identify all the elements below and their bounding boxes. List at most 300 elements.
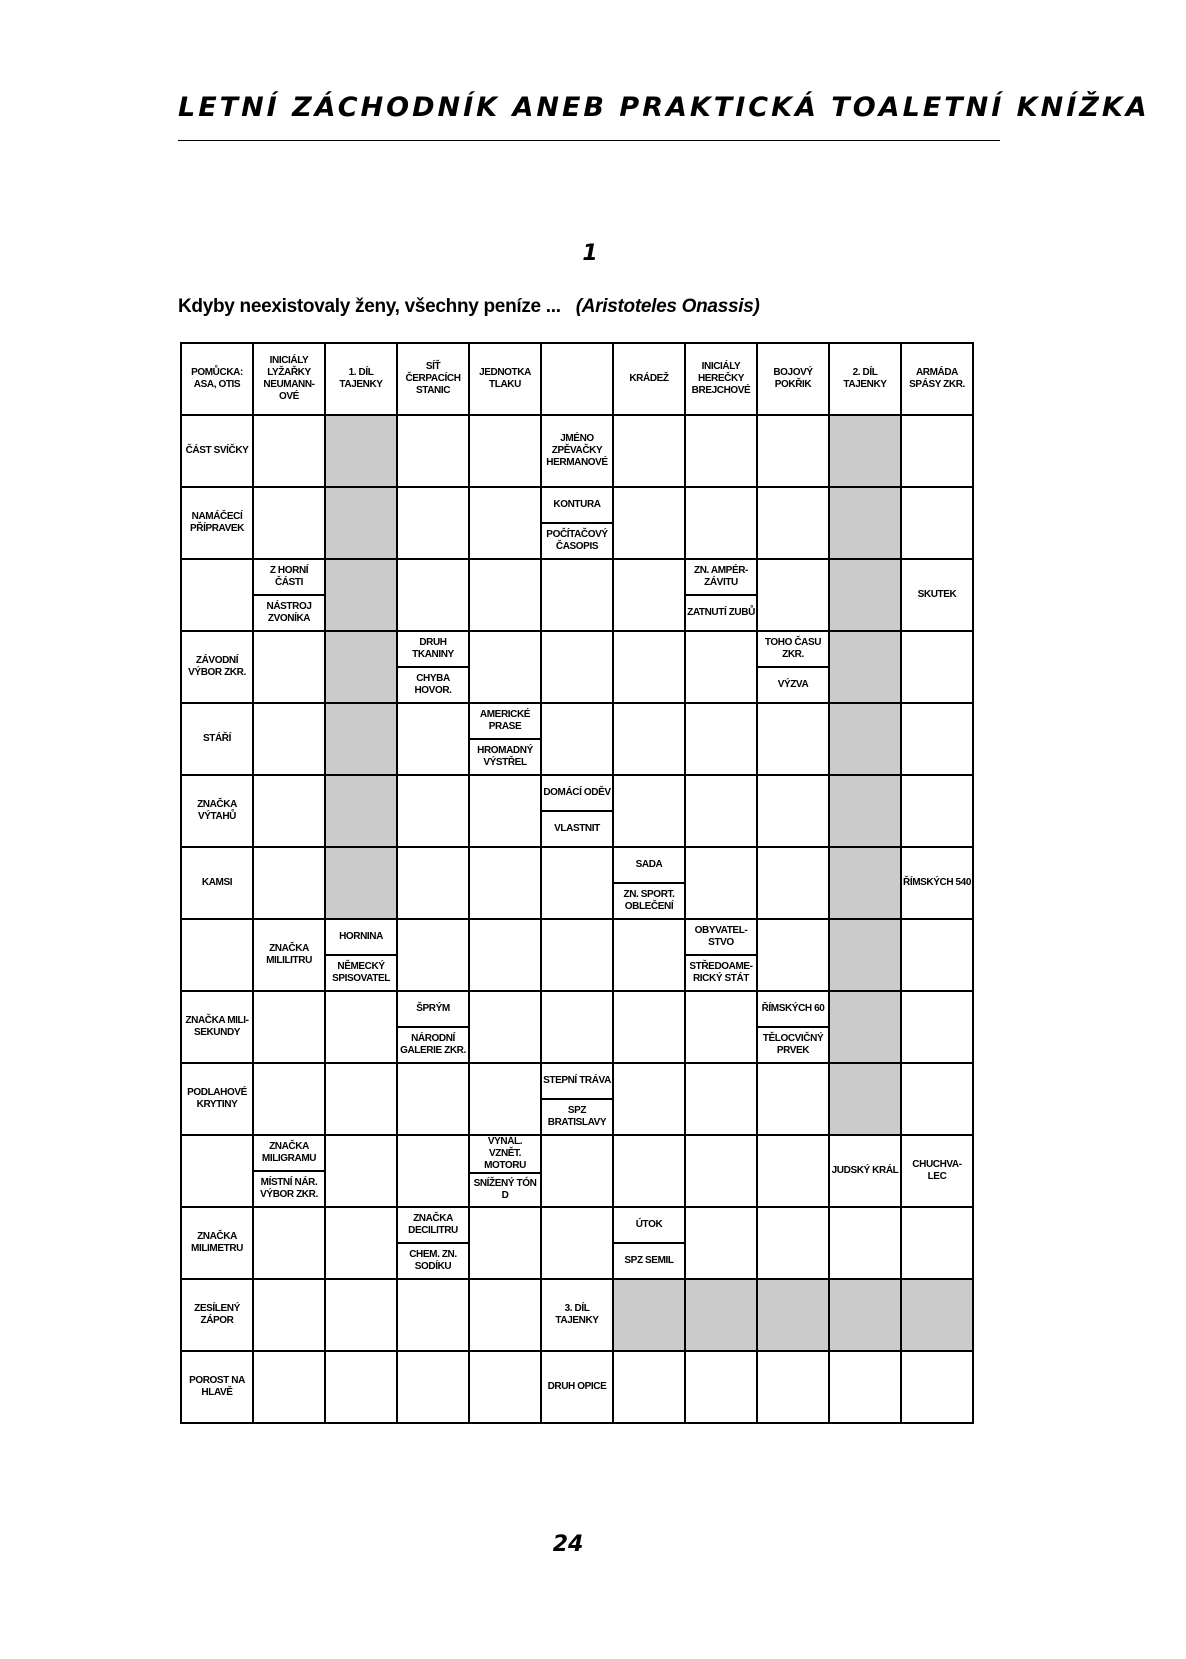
clue-text: ZN. SPORT. OBLEČENÍ: [623, 889, 675, 912]
clue-text: VÝZVA: [777, 679, 809, 690]
clue-text: CHUCHVA-LEC: [912, 1159, 962, 1182]
answer-cell[interactable]: [325, 1279, 397, 1351]
answer-cell[interactable]: [541, 1135, 613, 1207]
clue-lower: [614, 1244, 684, 1278]
answer-cell[interactable]: [685, 1351, 757, 1423]
answer-cell[interactable]: [253, 1207, 325, 1279]
clue-cell: [181, 631, 253, 703]
clue-cell: [541, 1279, 613, 1351]
clue-text: INICIÁLY HEREČKY BREJCHOVÉ: [691, 361, 751, 396]
answer-cell[interactable]: [397, 775, 469, 847]
answer-cell[interactable]: [397, 1063, 469, 1135]
clue-cell: [901, 847, 973, 919]
clue-upper: [686, 920, 756, 956]
answer-cell[interactable]: [613, 991, 685, 1063]
quote: [178, 296, 760, 318]
split-clue-cell: [541, 487, 613, 559]
grid-row: [181, 703, 973, 775]
clue-upper: [686, 560, 756, 596]
split-clue-cell: [325, 919, 397, 991]
page-number: 24: [552, 1532, 584, 1557]
clue-text: Z HORNÍ ČÁSTI: [269, 565, 309, 588]
clue-text: VYNÁL. VZNĚT. MOTORU: [484, 1136, 526, 1171]
answer-cell[interactable]: [757, 1351, 829, 1423]
clue-text: 2. DÍL TAJENKY: [843, 367, 887, 390]
split-clue-wrapper: [542, 776, 612, 846]
shaded-cell: [901, 1279, 973, 1351]
clue-upper: [398, 632, 468, 668]
answer-cell[interactable]: [757, 415, 829, 487]
clue-cell: [325, 343, 397, 415]
grid-row: [181, 847, 973, 919]
answer-cell[interactable]: [469, 991, 541, 1063]
grid-row: [181, 487, 973, 559]
shaded-cell: [829, 703, 901, 775]
clue-lower: [254, 1172, 324, 1206]
clue-lower: [470, 740, 540, 774]
clue-cell: [469, 343, 541, 415]
answer-cell[interactable]: [397, 919, 469, 991]
answer-cell[interactable]: [469, 847, 541, 919]
clue-text: OBYVATEL-STVO: [694, 925, 748, 948]
answer-cell[interactable]: [181, 919, 253, 991]
clue-text: ZNAČKA MILIGRAMU: [261, 1141, 317, 1164]
answer-cell[interactable]: [253, 847, 325, 919]
answer-cell[interactable]: [469, 559, 541, 631]
answer-cell[interactable]: [901, 487, 973, 559]
answer-cell[interactable]: [829, 1207, 901, 1279]
answer-cell[interactable]: [253, 775, 325, 847]
clue-cell: [829, 1135, 901, 1207]
answer-cell[interactable]: [253, 415, 325, 487]
answer-cell[interactable]: [901, 1207, 973, 1279]
clue-text: NÁSTROJ ZVONÍKA: [266, 601, 312, 624]
clue-cell: [181, 415, 253, 487]
answer-cell[interactable]: [613, 1063, 685, 1135]
shaded-cell: [325, 703, 397, 775]
split-clue-cell: [397, 1207, 469, 1279]
clue-upper: [470, 1136, 540, 1174]
clue-cell: [901, 559, 973, 631]
clue-text: POČÍTAČOVÝ ČASOPIS: [546, 529, 608, 552]
answer-cell[interactable]: [541, 559, 613, 631]
clue-text: ÚTOK: [635, 1219, 663, 1230]
split-clue-cell: [685, 559, 757, 631]
answer-cell[interactable]: [685, 1063, 757, 1135]
clue-lower: [542, 812, 612, 846]
answer-cell[interactable]: [685, 487, 757, 559]
answer-cell[interactable]: [541, 343, 613, 415]
answer-cell[interactable]: [613, 487, 685, 559]
grid-row: [181, 991, 973, 1063]
clue-upper: [542, 488, 612, 524]
split-clue-cell: [613, 1207, 685, 1279]
clue-text: ZNAČKA VÝTAHŮ: [197, 799, 237, 822]
clue-text: ZÁVODNÍ VÝBOR ZKR.: [188, 655, 246, 678]
clue-text: DOMÁCÍ ODĚV: [543, 787, 611, 798]
answer-cell[interactable]: [397, 1351, 469, 1423]
shaded-cell: [325, 415, 397, 487]
grid-row: [181, 919, 973, 991]
answer-cell[interactable]: [469, 775, 541, 847]
answer-cell[interactable]: [397, 1279, 469, 1351]
clue-text: MÍSTNÍ NÁR. VÝBOR ZKR.: [260, 1177, 318, 1200]
clue-text: ŘÍMSKÝCH 540: [903, 877, 971, 888]
answer-cell[interactable]: [829, 1351, 901, 1423]
clue-cell: [397, 343, 469, 415]
clue-text: SNÍŽENÝ TÓN D: [473, 1178, 537, 1201]
answer-cell[interactable]: [757, 1135, 829, 1207]
clue-cell: [685, 343, 757, 415]
grid-row: [181, 631, 973, 703]
clue-text: CHEM. ZN. SODÍKU: [409, 1249, 457, 1272]
split-clue-cell: [253, 559, 325, 631]
answer-cell[interactable]: [901, 991, 973, 1063]
answer-cell[interactable]: [469, 1063, 541, 1135]
clue-text: JMÉNO ZPĚVAČKY HERMANOVÉ: [546, 433, 608, 468]
clue-text: STEPNÍ TRÁVA: [543, 1075, 611, 1086]
split-clue-wrapper: [398, 632, 468, 702]
split-clue-wrapper: [398, 992, 468, 1062]
split-clue-cell: [397, 991, 469, 1063]
answer-cell[interactable]: [757, 703, 829, 775]
split-clue-cell: [757, 991, 829, 1063]
split-clue-wrapper: [542, 1064, 612, 1134]
clue-text: ZNAČKA DECILITRU: [408, 1213, 458, 1236]
split-clue-wrapper: [470, 1136, 540, 1206]
clue-text: ZNAČKA MILIMETRU: [191, 1231, 243, 1254]
clue-text: ZN. AMPÉR-ZÁVITU: [694, 565, 748, 588]
clue-text: JUDSKÝ KRÁL: [831, 1165, 899, 1176]
shaded-cell: [829, 919, 901, 991]
clue-lower: [542, 1100, 612, 1134]
answer-cell[interactable]: [181, 559, 253, 631]
answer-cell[interactable]: [469, 919, 541, 991]
answer-cell[interactable]: [901, 1063, 973, 1135]
answer-cell[interactable]: [325, 1135, 397, 1207]
clue-upper: [326, 920, 396, 956]
quote-author: (Aristoteles Onassis): [575, 296, 760, 317]
answer-cell[interactable]: [469, 487, 541, 559]
answer-cell[interactable]: [469, 415, 541, 487]
clue-lower: [254, 596, 324, 630]
clue-upper: [398, 992, 468, 1028]
answer-cell[interactable]: [253, 703, 325, 775]
clue-upper: [758, 632, 828, 668]
split-clue-wrapper: [470, 704, 540, 774]
answer-cell[interactable]: [757, 1207, 829, 1279]
answer-cell[interactable]: [325, 991, 397, 1063]
answer-cell[interactable]: [757, 847, 829, 919]
shaded-cell: [829, 631, 901, 703]
grid-row: [181, 343, 973, 415]
clue-cell: [829, 343, 901, 415]
answer-cell[interactable]: [685, 703, 757, 775]
clue-lower: [398, 1028, 468, 1062]
answer-cell[interactable]: [541, 1207, 613, 1279]
clue-upper: [470, 704, 540, 740]
answer-cell[interactable]: [541, 631, 613, 703]
answer-cell[interactable]: [397, 847, 469, 919]
answer-cell[interactable]: [757, 919, 829, 991]
clue-cell: [253, 919, 325, 991]
answer-cell[interactable]: [901, 1351, 973, 1423]
clue-cell: [181, 487, 253, 559]
answer-cell[interactable]: [757, 487, 829, 559]
split-clue-cell: [613, 847, 685, 919]
clue-lower: [326, 956, 396, 990]
clue-upper: [758, 992, 828, 1028]
puzzle-number: 1: [582, 241, 598, 266]
clue-cell: [181, 343, 253, 415]
clue-cell: [181, 1063, 253, 1135]
clue-text: INICIÁLY LYŽAŘKY NEUMANN-OVÉ: [263, 355, 315, 402]
clue-text: HROMADNÝ VÝSTŘEL: [477, 745, 533, 768]
grid-row: [181, 775, 973, 847]
answer-cell[interactable]: [397, 1135, 469, 1207]
clue-upper: [614, 1208, 684, 1244]
clue-cell: [181, 847, 253, 919]
clue-upper: [254, 560, 324, 596]
crossword-grid: [180, 342, 974, 1424]
answer-cell[interactable]: [757, 775, 829, 847]
grid-row: [181, 1351, 973, 1423]
shaded-cell: [325, 847, 397, 919]
clue-text: HORNINA: [339, 931, 383, 942]
grid-row: [181, 1279, 973, 1351]
clue-lower: [614, 884, 684, 918]
shaded-cell: [829, 847, 901, 919]
answer-cell[interactable]: [253, 1279, 325, 1351]
answer-cell[interactable]: [253, 991, 325, 1063]
answer-cell[interactable]: [613, 415, 685, 487]
answer-cell[interactable]: [325, 1063, 397, 1135]
split-clue-wrapper: [254, 560, 324, 630]
clue-text: NÁRODNÍ GALERIE ZKR.: [400, 1033, 466, 1056]
clue-lower: [398, 1244, 468, 1278]
clue-text: 1. DÍL TAJENKY: [339, 367, 383, 390]
clue-text: DRUH TKANINY: [412, 637, 454, 660]
clue-text: DRUH OPICE: [547, 1381, 607, 1392]
shaded-cell: [829, 1279, 901, 1351]
split-clue-wrapper: [326, 920, 396, 990]
answer-cell[interactable]: [901, 631, 973, 703]
answer-cell[interactable]: [757, 1063, 829, 1135]
answer-cell[interactable]: [253, 631, 325, 703]
split-clue-cell: [757, 631, 829, 703]
answer-cell[interactable]: [613, 559, 685, 631]
answer-cell[interactable]: [541, 991, 613, 1063]
clue-text: JEDNOTKA TLAKU: [479, 367, 531, 390]
clue-cell: [181, 703, 253, 775]
answer-cell[interactable]: [253, 1351, 325, 1423]
shaded-cell: [613, 1279, 685, 1351]
answer-cell[interactable]: [397, 487, 469, 559]
answer-cell[interactable]: [901, 415, 973, 487]
answer-cell[interactable]: [613, 775, 685, 847]
grid-row: [181, 1135, 973, 1207]
clue-lower: [686, 596, 756, 630]
answer-cell[interactable]: [541, 703, 613, 775]
clue-text: KAMSI: [201, 877, 233, 888]
clue-text: BOJOVÝ POKŘIK: [773, 367, 813, 390]
clue-cell: [901, 343, 973, 415]
answer-cell[interactable]: [901, 775, 973, 847]
clue-text: ŘÍMSKÝCH 60: [761, 1003, 825, 1014]
answer-cell[interactable]: [685, 847, 757, 919]
clue-cell: [757, 343, 829, 415]
clue-cell: [181, 775, 253, 847]
split-clue-cell: [685, 919, 757, 991]
answer-cell[interactable]: [685, 631, 757, 703]
clue-cell: [181, 1279, 253, 1351]
clue-upper: [398, 1208, 468, 1244]
split-clue-cell: [253, 1135, 325, 1207]
answer-cell[interactable]: [541, 847, 613, 919]
clue-text: SPZ SEMIL: [624, 1255, 674, 1266]
answer-cell[interactable]: [685, 1135, 757, 1207]
answer-cell[interactable]: [613, 1135, 685, 1207]
answer-cell[interactable]: [613, 919, 685, 991]
shaded-cell: [325, 487, 397, 559]
answer-cell[interactable]: [613, 631, 685, 703]
page-header-title: LETNÍ ZÁCHODNÍK ANEB PRAKTICKÁ TOALETNÍ KNÍŽKA: [178, 92, 1150, 123]
clue-text: ZATNUTÍ ZUBŮ: [687, 607, 755, 618]
clue-text: NĚMECKÝ SPISOVATEL: [332, 961, 390, 984]
clue-text: ČÁST SVÍČKY: [185, 445, 249, 456]
clue-upper: [542, 1064, 612, 1100]
grid-row: [181, 415, 973, 487]
shaded-cell: [757, 1279, 829, 1351]
shaded-cell: [829, 559, 901, 631]
answer-cell[interactable]: [685, 991, 757, 1063]
clue-upper: [254, 1136, 324, 1172]
shaded-cell: [325, 631, 397, 703]
clue-cell: [901, 1135, 973, 1207]
clue-upper: [542, 776, 612, 812]
clue-upper: [614, 848, 684, 884]
answer-cell[interactable]: [397, 703, 469, 775]
split-clue-cell: [469, 1135, 541, 1207]
clue-cell: [253, 343, 325, 415]
clue-text: 3. DÍL TAJENKY: [555, 1303, 599, 1326]
clue-text: STŘEDOAME-RICKÝ STÁT: [689, 961, 753, 984]
quote-text: Kdyby neexistovaly ženy, všechny peníze ...: [178, 296, 561, 317]
grid-row: [181, 559, 973, 631]
clue-text: ZESÍLENÝ ZÁPOR: [194, 1303, 240, 1326]
split-clue-wrapper: [686, 560, 756, 630]
answer-cell[interactable]: [397, 559, 469, 631]
clue-text: SÍŤ ČERPACÍCH STANIC: [405, 361, 461, 396]
clue-cell: [181, 991, 253, 1063]
answer-cell[interactable]: [397, 415, 469, 487]
clue-lower: [686, 956, 756, 990]
answer-cell[interactable]: [685, 415, 757, 487]
split-clue-wrapper: [686, 920, 756, 990]
clue-text: ŠPRÝM: [416, 1003, 450, 1014]
clue-cell: [541, 1351, 613, 1423]
shaded-cell: [829, 1063, 901, 1135]
shaded-cell: [685, 1279, 757, 1351]
clue-text: VLASTNIT: [554, 823, 600, 834]
split-clue-wrapper: [758, 632, 828, 702]
split-clue-cell: [541, 1063, 613, 1135]
split-clue-wrapper: [542, 488, 612, 558]
split-clue-cell: [469, 703, 541, 775]
clue-text: PODLAHOVÉ KRYTINY: [187, 1087, 247, 1110]
split-clue-cell: [397, 631, 469, 703]
clue-text: SPZ BRATISLAVY: [547, 1105, 607, 1128]
clue-lower: [758, 668, 828, 702]
clue-text: ZNAČKA MILILITRU: [266, 943, 312, 966]
clue-text: NAMÁČECÍ PŘÍPRAVEK: [189, 511, 244, 534]
split-clue-wrapper: [758, 992, 828, 1062]
clue-text: AMERICKÉ PRASE: [479, 709, 531, 732]
answer-cell[interactable]: [325, 1351, 397, 1423]
clue-cell: [613, 343, 685, 415]
answer-cell[interactable]: [685, 775, 757, 847]
answer-cell[interactable]: [541, 919, 613, 991]
answer-cell[interactable]: [253, 487, 325, 559]
answer-cell[interactable]: [181, 1135, 253, 1207]
answer-cell[interactable]: [325, 1207, 397, 1279]
answer-cell[interactable]: [901, 919, 973, 991]
answer-cell[interactable]: [613, 703, 685, 775]
answer-cell[interactable]: [685, 1207, 757, 1279]
split-clue-wrapper: [614, 848, 684, 918]
clue-text: SADA: [635, 859, 663, 870]
clue-text: TĚLOCVIČNÝ PRVEK: [762, 1033, 824, 1056]
clue-cell: [541, 415, 613, 487]
answer-cell[interactable]: [757, 559, 829, 631]
clue-lower: [470, 1174, 540, 1206]
split-clue-wrapper: [614, 1208, 684, 1278]
clue-text: ZNAČKA MILI-SEKUNDY: [185, 1015, 249, 1038]
clue-lower: [398, 668, 468, 702]
clue-lower: [758, 1028, 828, 1062]
clue-text: POROST NA HLAVĚ: [189, 1375, 245, 1398]
answer-cell[interactable]: [469, 1207, 541, 1279]
answer-cell[interactable]: [469, 1351, 541, 1423]
clue-lower: [542, 524, 612, 558]
clue-text: CHYBA HOVOR.: [414, 673, 452, 696]
clue-cell: [181, 1207, 253, 1279]
split-clue-wrapper: [254, 1136, 324, 1206]
split-clue-cell: [541, 775, 613, 847]
clue-text: TOHO ČASU ZKR.: [764, 637, 822, 660]
answer-cell[interactable]: [613, 1351, 685, 1423]
clue-text: POMŮCKA: ASA, OTIS: [191, 367, 243, 390]
answer-cell[interactable]: [469, 1279, 541, 1351]
clue-cell: [181, 1351, 253, 1423]
answer-cell[interactable]: [901, 703, 973, 775]
clue-text: STÁŘÍ: [202, 733, 231, 744]
shaded-cell: [829, 415, 901, 487]
clue-text: KONTURA: [553, 499, 601, 510]
shaded-cell: [325, 559, 397, 631]
shaded-cell: [829, 775, 901, 847]
grid-row: [181, 1207, 973, 1279]
clue-text: ARMÁDA SPÁSY ZKR.: [909, 367, 965, 390]
shaded-cell: [325, 775, 397, 847]
grid-row: [181, 1063, 973, 1135]
header-divider: [178, 140, 1000, 141]
shaded-cell: [829, 991, 901, 1063]
answer-cell[interactable]: [469, 631, 541, 703]
shaded-cell: [829, 487, 901, 559]
answer-cell[interactable]: [253, 1063, 325, 1135]
split-clue-wrapper: [398, 1208, 468, 1278]
